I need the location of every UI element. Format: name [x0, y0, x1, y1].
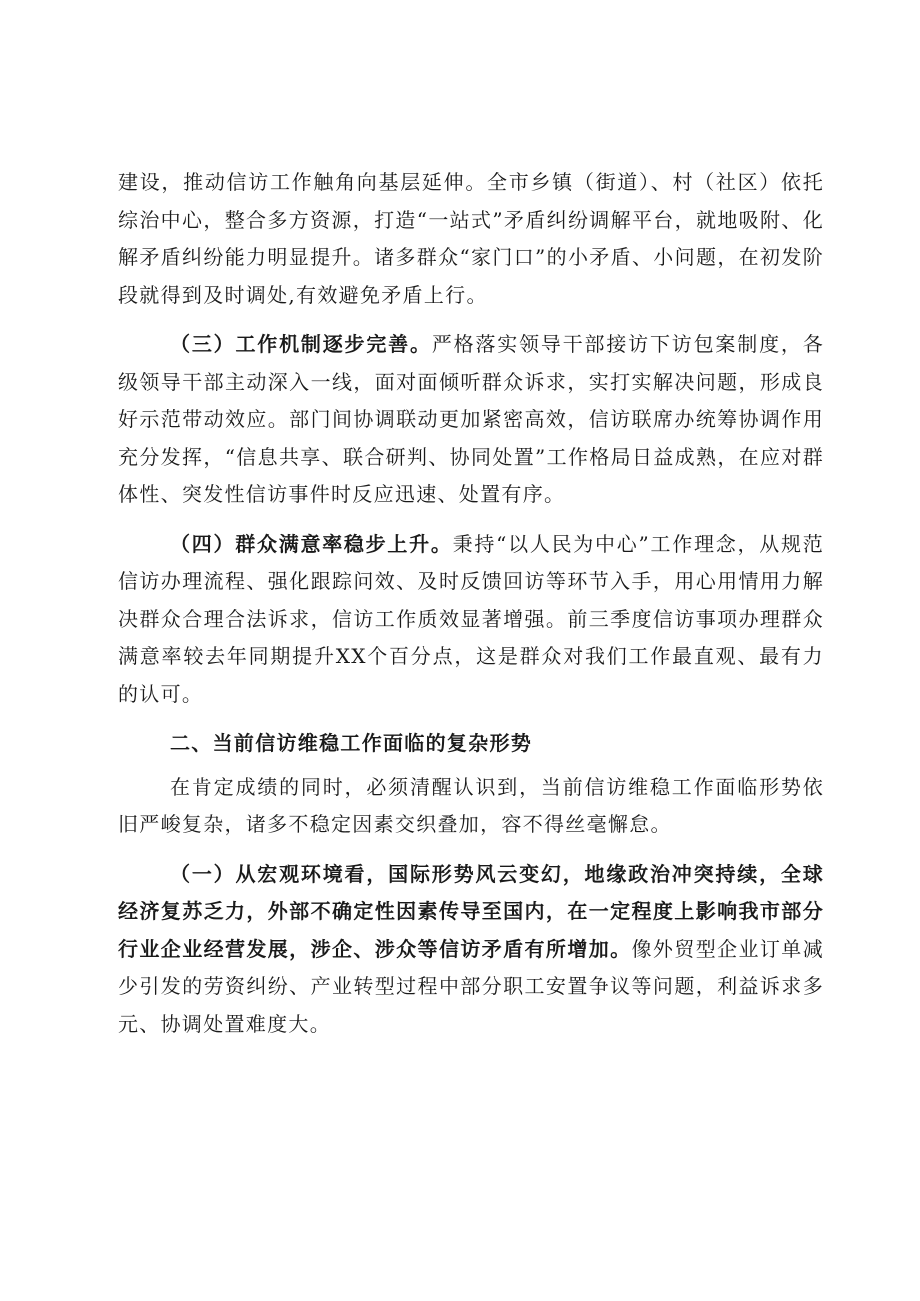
subheading-work-mechanism: （三）工作机制逐步完善。 [170, 332, 432, 356]
section-heading-complex-situation: 二、当前信访维稳工作面临的复杂形势 [170, 731, 533, 755]
paragraph-work-mechanism-body: 严格落实领导干部接访下访包案制度，各级领导干部主动深入一线，面对面倾听群众诉求，实打实解决问题，形成良好示范带动效应。部门间协调联动更加紧密高效，信访联席办统筹协调作用充分发挥，“信息共享、联合研判、协同处置”工作格局日益成熟，在应对群体性、突发性信访事件时反应迅速、处置有序。 [118, 332, 824, 506]
paragraph-work-mechanism [118, 326, 824, 514]
paragraph-satisfaction-rate-body: 秉持“以人民为中心”工作理念，从规范信访办理流程、强化跟踪问效、及时反馈回访等环节入手，用心用情用力解决群众合理合法诉求，信访工作质效显著增强。前三季度信访事项办理群众满意率较去年同期提升XX个百分点，这是群众对我们工作最直观、最有力的认可。 [118, 531, 824, 706]
subheading-satisfaction-rate: （四）群众满意率稳步上升。 [170, 531, 453, 556]
paragraph-situation-intro: 在肯定成绩的同时，必须清醒认识到，当前信访维稳工作面临形势依旧严峻复杂，诸多不稳定因素交织叠加，容不得丝毫懈怠。 [118, 774, 824, 836]
document-body [118, 164, 824, 1043]
paragraph-grassroots-construction: 建设，推动信访工作触角向基层延伸。全市乡镇（街道）、村（社区）依托综治中心，整合多方资源，打造“一站式”矛盾纠纷调解平台，就地吸附、化解矛盾纠纷能力明显提升。诸多群众“家门口”的小矛盾、小问题，在初发阶段就得到及时调处,有效避免矛盾上行。 [118, 170, 824, 307]
paragraph-macro-environment [118, 856, 824, 1044]
paragraph-satisfaction-rate [118, 526, 824, 714]
subheading-macro-environment: （一）从宏观环境看，国际形势风云变幻，地缘政治冲突持续，全球经济复苏乏力，外部不确定性因素传导至国内，在一定程度上影响我市部分行业企业经营发展，涉企、涉众等信访矛盾有所增加。 [118, 861, 824, 961]
paragraph-macro-environment-body: 像外贸型企业订单减少引发的劳资纠纷、产业转型过程中部分职工安置争议等问题，利益诉求多元、协调处置难度大。 [118, 936, 825, 1036]
